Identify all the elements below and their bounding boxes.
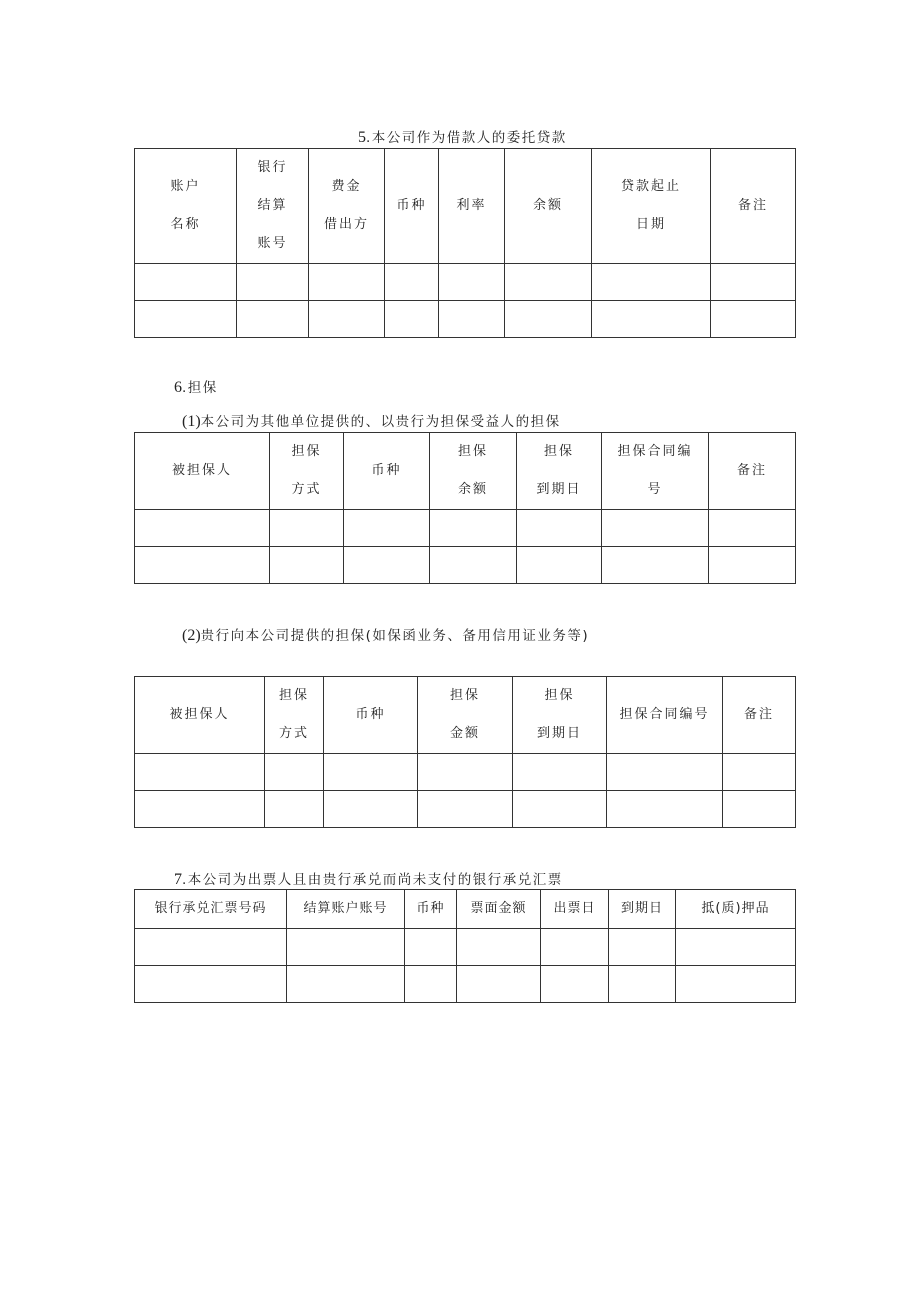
table-header-row [135,149,796,264]
table-header-row [135,433,796,510]
section-5-title: 5.本公司作为借款人的委托贷款 [358,129,567,146]
column-header: 抵(质)押品 [676,890,796,929]
table-header-row [135,677,796,754]
header-line: 利率 [456,198,487,213]
column-header [711,149,796,264]
column-header [505,149,592,264]
column-header [270,433,344,510]
table-cell[interactable] [405,929,457,966]
table-cell[interactable] [505,301,592,338]
column-header [385,149,439,264]
table-cell[interactable] [723,791,796,828]
table-cell[interactable] [385,301,439,338]
table-cell[interactable] [602,510,709,547]
table-cell[interactable] [309,264,385,301]
section-6-title: 6.担保 [174,379,218,396]
column-header: 票面金额 [457,890,541,929]
table-cell[interactable] [607,791,723,828]
table-row [135,929,796,966]
header-line: 日期 [635,217,666,232]
table-cell[interactable] [602,547,709,584]
column-header [723,677,796,754]
column-header [513,677,607,754]
table-cell[interactable] [344,510,430,547]
table-cell[interactable] [676,929,796,966]
table-cell[interactable] [513,754,607,791]
header-line: 费金 [331,179,362,194]
header-line: 担保 [278,688,309,703]
header-line: 币种 [355,707,386,722]
table-cell[interactable] [609,966,676,1003]
header-line: 担保 [457,444,488,459]
column-header [344,433,430,510]
table-cell[interactable] [270,510,344,547]
header-line: 账号 [257,236,288,251]
table-cell[interactable] [541,929,609,966]
table-cell[interactable] [135,754,265,791]
table-cell[interactable] [135,791,265,828]
column-header: 结算账户账号 [287,890,405,929]
table-cell[interactable] [418,791,513,828]
table-cell[interactable] [709,547,796,584]
table-cell[interactable] [439,301,505,338]
header-line: 号 [647,482,663,497]
column-header [324,677,418,754]
header-line: 备注 [743,707,774,722]
header-line: 担保 [449,688,480,703]
table-cell[interactable] [287,929,405,966]
table-row [135,547,796,584]
table-cell[interactable] [541,966,609,1003]
table-cell[interactable] [237,301,309,338]
column-header [135,149,237,264]
table-cell[interactable] [418,754,513,791]
table-cell[interactable] [607,754,723,791]
table-cell[interactable] [709,510,796,547]
column-header [135,677,265,754]
section-6-1-title: (1)本公司为其他单位提供的、以贵行为担保受益人的担保 [182,413,561,430]
table-cell[interactable] [324,791,418,828]
table-row [135,966,796,1003]
table-cell[interactable] [513,791,607,828]
column-header [439,149,505,264]
table-cell[interactable] [324,754,418,791]
table-cell[interactable] [135,929,287,966]
header-line: 担保合同编 [617,444,693,459]
table-cell[interactable] [711,301,796,338]
table-cell[interactable] [135,547,270,584]
section-7-title: 7.本公司为出票人且由贵行承兑而尚未支付的银行承兑汇票 [174,871,563,888]
table-cell[interactable] [385,264,439,301]
table-cell[interactable] [265,754,324,791]
table-cell[interactable] [135,301,237,338]
column-header: 到期日 [609,890,676,929]
table-cell[interactable] [135,264,237,301]
column-header [607,677,723,754]
table-row [135,264,796,301]
column-header [592,149,711,264]
header-line: 备注 [737,198,768,213]
table-cell[interactable] [457,966,541,1003]
guarantee-received-table [134,676,796,828]
table-cell[interactable] [270,547,344,584]
column-header: 银行承兑汇票号码 [135,890,287,929]
table-cell[interactable] [405,966,457,1003]
table-cell[interactable] [237,264,309,301]
table-cell[interactable] [711,264,796,301]
header-line: 名称 [170,217,201,232]
header-line: 担保 [543,444,574,459]
entrusted-loan-table [134,148,796,338]
acceptance-bill-table [134,889,796,1003]
header-line: 余额 [532,198,563,213]
table-cell[interactable] [344,547,430,584]
header-line: 方式 [291,482,322,497]
table-cell[interactable] [135,966,287,1003]
header-line: 到期日 [536,726,582,741]
table-row [135,510,796,547]
table-row [135,791,796,828]
table-cell[interactable] [676,966,796,1003]
table-cell[interactable] [430,547,517,584]
header-line: 币种 [371,463,402,478]
header-line: 被担保人 [171,463,232,478]
column-header [265,677,324,754]
table-cell[interactable] [135,510,270,547]
header-line: 账户 [170,179,201,194]
table-cell[interactable] [309,301,385,338]
column-header: 出票日 [541,890,609,929]
table-cell[interactable] [592,301,711,338]
header-line: 金额 [449,726,480,741]
header-line: 贷款起止 [620,179,681,194]
column-header [237,149,309,264]
column-header [709,433,796,510]
guarantee-provided-table [134,432,796,584]
column-header [309,149,385,264]
header-line: 担保合同编号 [619,707,710,722]
header-line: 担保 [291,444,322,459]
header-line: 被担保人 [169,707,230,722]
header-line: 余额 [457,482,488,497]
table-cell[interactable] [517,510,602,547]
header-line: 币种 [396,198,427,213]
table-row [135,301,796,338]
section-6-2-title: (2)贵行向本公司提供的担保(如保函业务、备用信用证业务等) [182,627,590,644]
table-cell[interactable] [287,966,405,1003]
header-line: 借出方 [323,217,369,232]
table-cell[interactable] [265,791,324,828]
table-cell[interactable] [439,264,505,301]
table-header-row [135,890,796,929]
header-line: 到期日 [536,482,582,497]
table-row [135,754,796,791]
header-line: 结算 [257,198,288,213]
header-line: 备注 [736,463,767,478]
header-line: 方式 [278,726,309,741]
header-line: 银行 [257,160,288,175]
table-cell[interactable] [517,547,602,584]
column-header [517,433,602,510]
table-cell[interactable] [457,929,541,966]
table-cell[interactable] [723,754,796,791]
header-line: 担保 [544,688,575,703]
table-cell[interactable] [592,264,711,301]
column-header: 币种 [405,890,457,929]
column-header [602,433,709,510]
column-header [418,677,513,754]
table-cell[interactable] [430,510,517,547]
column-header [135,433,270,510]
table-cell[interactable] [505,264,592,301]
table-cell[interactable] [609,929,676,966]
column-header [430,433,517,510]
